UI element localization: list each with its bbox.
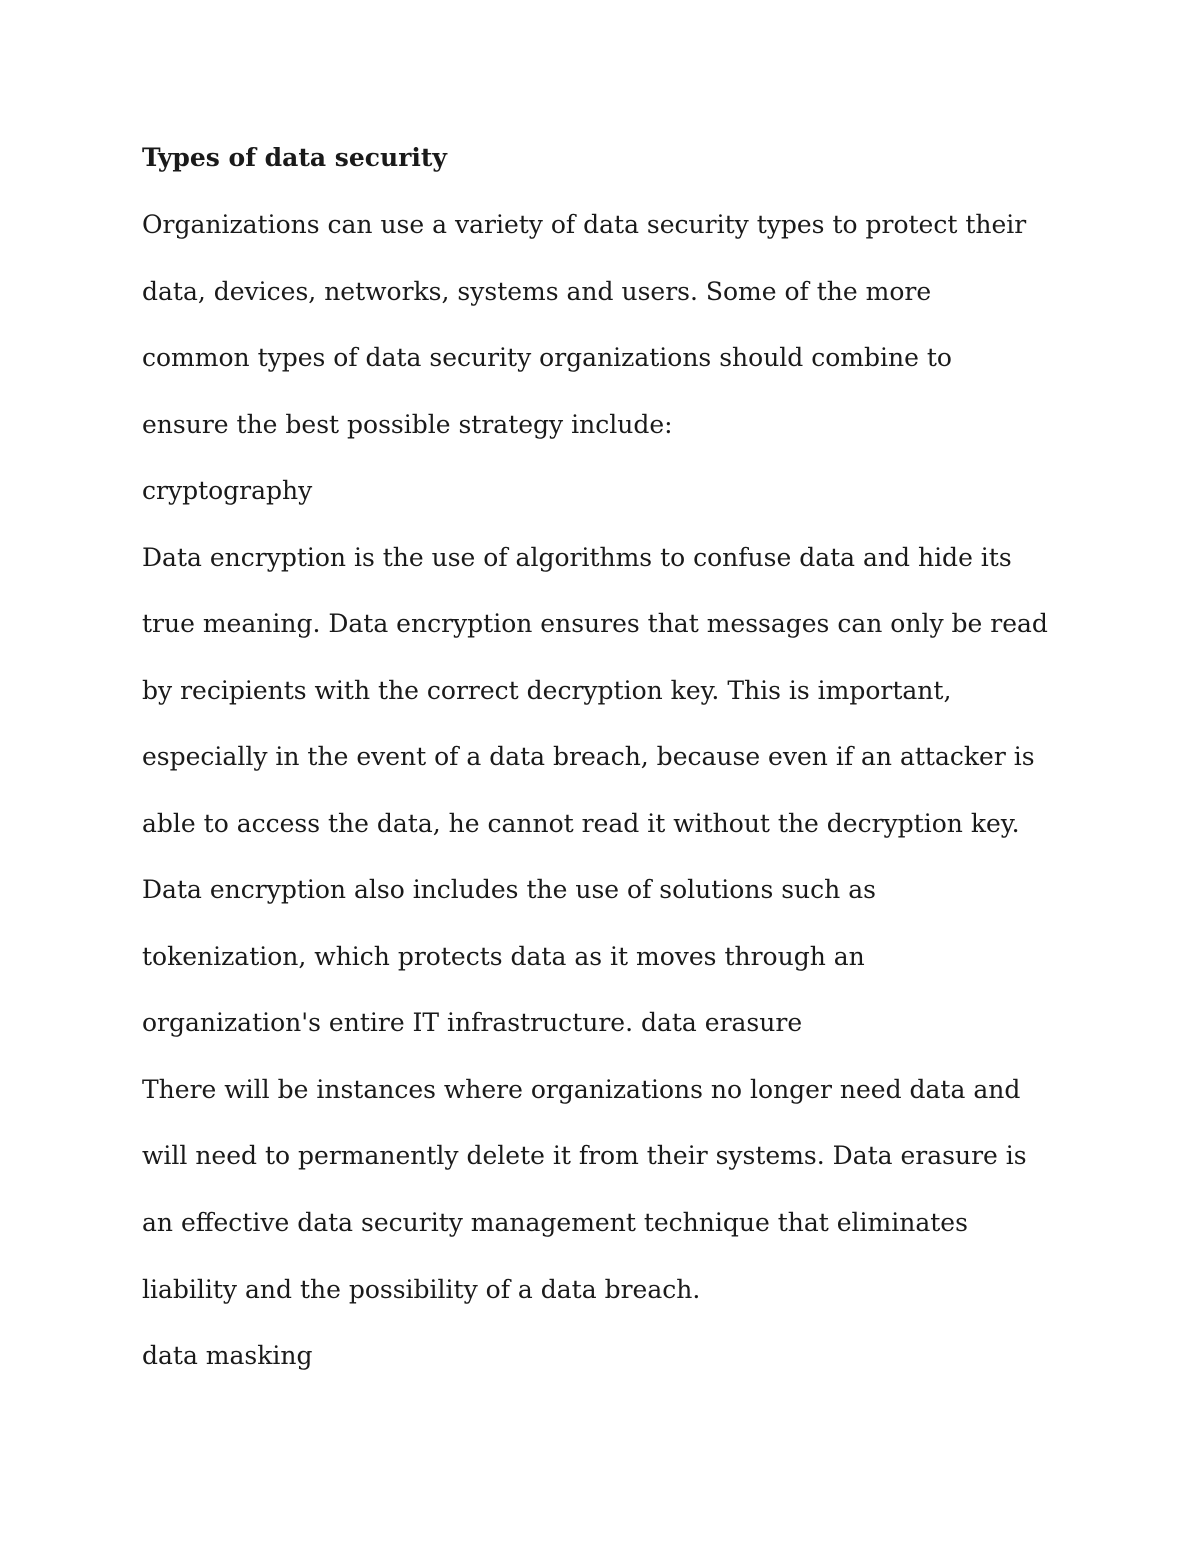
text-line: able to access the data, he cannot read it without the decryption key. [142, 809, 1020, 838]
text-line: an effective data security management technique that eliminates [142, 1208, 968, 1237]
text-line: There will be instances where organizations no longer need data and [142, 1075, 1021, 1104]
text-line: will need to permanently delete it from their systems. Data erasure is [142, 1141, 1027, 1170]
text-line: Data encryption also includes the use of solutions such as [142, 875, 876, 904]
text-line: common types of data security organizations should combine to [142, 343, 952, 372]
section-label-cryptography: cryptography [142, 476, 313, 505]
text-line: Organizations can use a variety of data security types to protect their [142, 210, 1027, 239]
text-line: organization's entire IT infrastructure. data erasure [142, 1008, 803, 1037]
text-line: by recipients with the correct decryption key. This is important, [142, 676, 952, 705]
text-line: tokenization, which protects data as it moves through an [142, 942, 865, 971]
text-line: Data encryption is the use of algorithms to confuse data and hide its [142, 543, 1012, 572]
text-line: liability and the possibility of a data breach. [142, 1275, 701, 1304]
document-heading: Types of data security [142, 143, 447, 172]
section-label-data-masking: data masking [142, 1341, 313, 1370]
text-line: true meaning. Data encryption ensures that messages can only be read [142, 609, 1048, 638]
text-line: ensure the best possible strategy include: [142, 410, 673, 439]
text-line: data, devices, networks, systems and users. Some of the more [142, 277, 932, 306]
text-line: especially in the event of a data breach, because even if an attacker is [142, 742, 1035, 771]
